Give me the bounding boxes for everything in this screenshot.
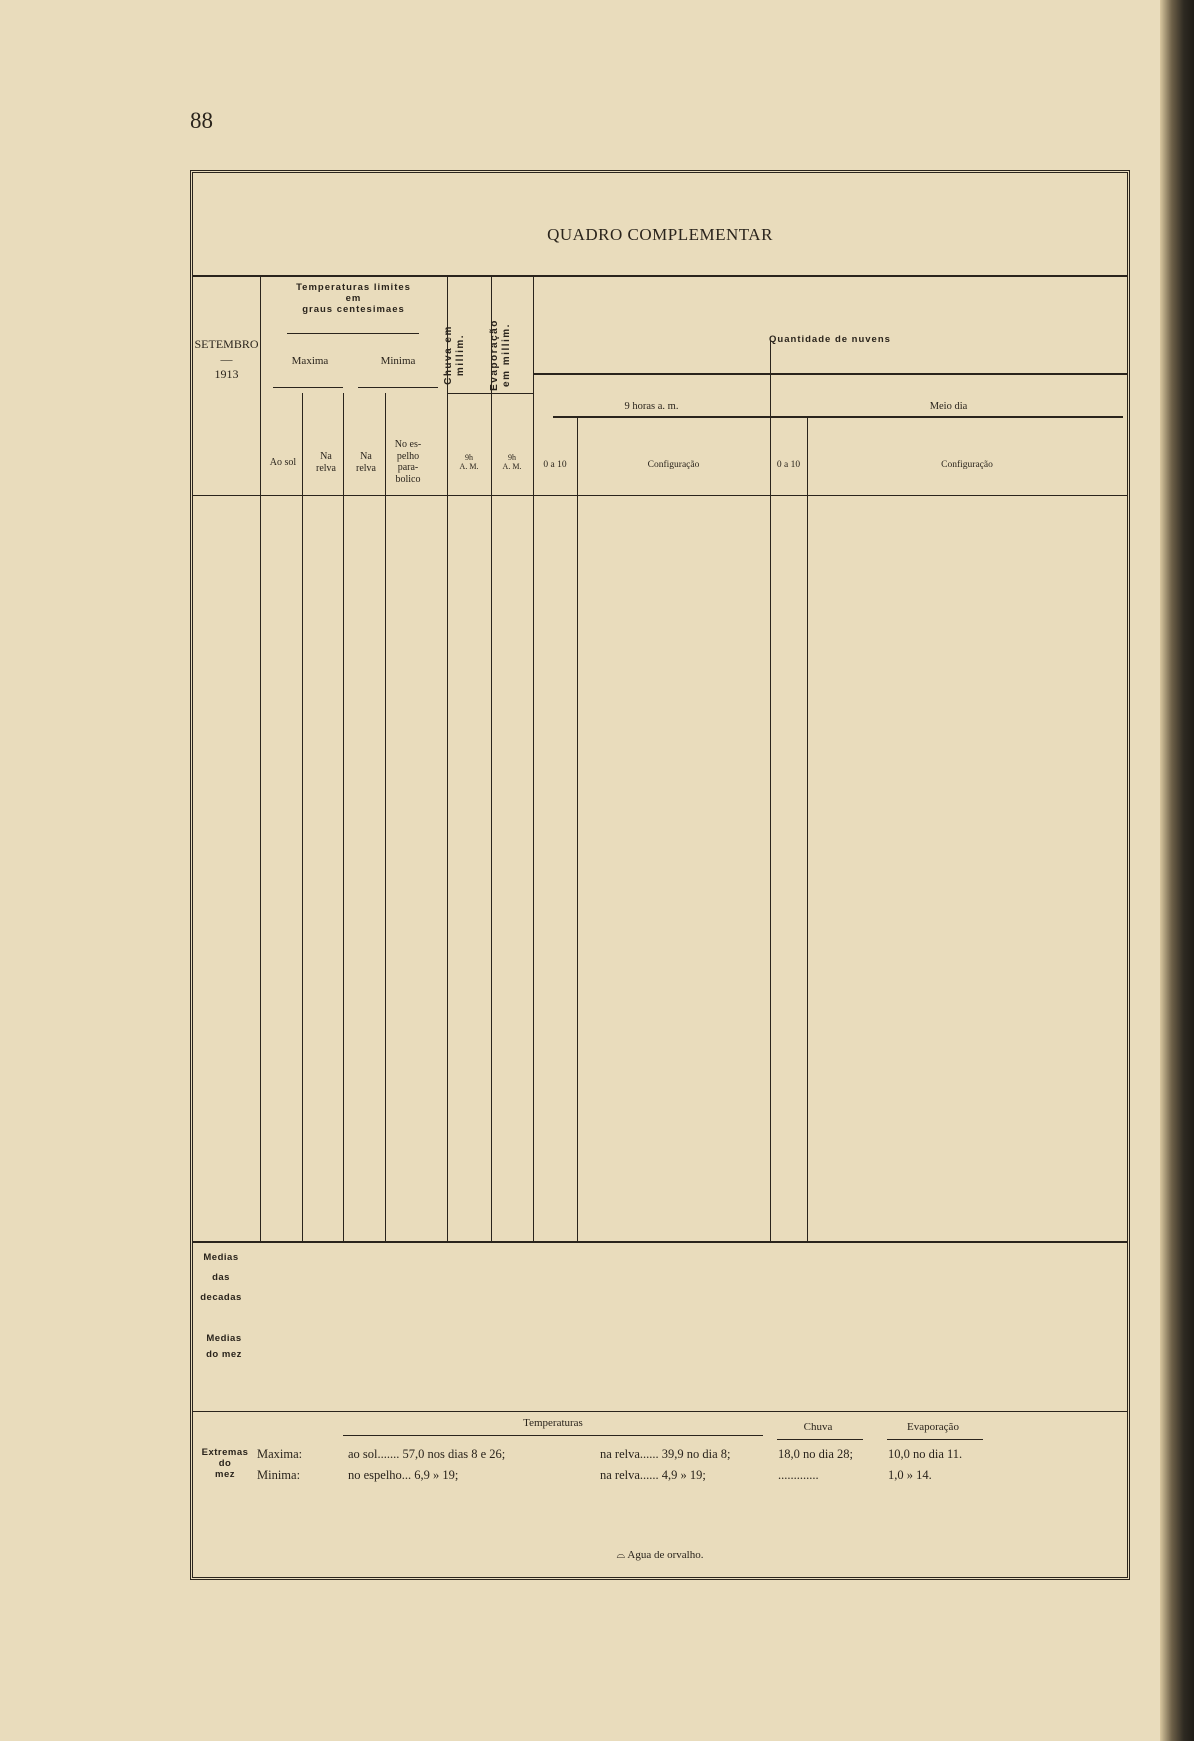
rule — [447, 275, 448, 1241]
rule — [273, 387, 343, 388]
rule — [193, 275, 1127, 277]
rule — [491, 275, 492, 1241]
extremes-minima-a: no espelho... 6,9 » 19; — [348, 1468, 459, 1482]
header-hour-evap: 9h A. M. — [502, 453, 522, 472]
extremes-minima-label: Minima: — [257, 1468, 301, 1482]
rule — [193, 1411, 1127, 1412]
header-year: 1913 — [214, 367, 239, 381]
rule — [343, 1435, 763, 1436]
header-month: SETEMBRO — [194, 337, 259, 351]
extremes-chuva-header: Chuva — [803, 1421, 833, 1433]
rule — [260, 275, 261, 1241]
rule — [533, 275, 534, 1241]
extremes-minima-chuva: ............. — [778, 1468, 819, 1482]
rule — [193, 1241, 1127, 1243]
footnote: ⌓ Agua de orvalho. — [616, 1549, 704, 1561]
rule — [302, 393, 303, 1241]
header-maxima: Maxima — [291, 355, 329, 367]
rule — [533, 373, 1127, 375]
extremes-temperaturas-header: Temperaturas — [523, 1417, 583, 1429]
page-number: 88 — [190, 108, 213, 133]
extremes-maxima-label: Maxima: — [257, 1447, 303, 1461]
table-title: QUADRO COMPLEMENTAR — [547, 225, 773, 244]
rule — [770, 341, 771, 1241]
extremes-maxima-evap: 10,0 no dia 11. — [888, 1447, 963, 1461]
rule — [577, 416, 578, 1241]
extremes-minima-b: na relva...... 4,9 » 19; — [600, 1468, 706, 1482]
header-zero-a-dez-2: 0 a 10 — [776, 460, 801, 470]
header-dash: — — [220, 352, 233, 366]
header-chuva: Chuva em millim. — [443, 325, 466, 385]
extremes-maxima-b: na relva...... 39,9 no dia 8; — [600, 1447, 731, 1461]
rule — [287, 333, 419, 334]
header-configuracao-2: Configuração — [941, 460, 993, 470]
complementary-table-frame — [190, 170, 1130, 1580]
header-zero-a-dez-1: 0 a 10 — [543, 460, 567, 470]
header-na-relva-min: Na relva — [356, 451, 376, 474]
extremes-maxima-a: ao sol....... 57,0 nos dias 8 e 26; — [348, 1447, 506, 1461]
rule — [343, 393, 344, 1241]
extremes-evap-header: Evaporação — [907, 1421, 959, 1433]
rule — [358, 387, 438, 388]
rule — [887, 1439, 983, 1440]
header-minima: Minima — [380, 355, 416, 367]
rule — [777, 1439, 863, 1440]
header-no-espelho: No es- pelho para- bolico — [394, 439, 422, 485]
rule — [553, 416, 1123, 418]
header-na-relva-max: Na relva — [316, 451, 336, 474]
book-spine — [1160, 0, 1194, 1741]
rule — [193, 495, 1127, 496]
extremes-maxima-chuva: 18,0 no dia 28; — [778, 1447, 853, 1461]
header-configuracao-1: Configuração — [647, 460, 700, 470]
header-hour-chuva: 9h A. M. — [459, 453, 479, 472]
extremes-minima-evap: 1,0 » 14. — [888, 1468, 932, 1482]
header-temp-group: Temperaturas limites em graus centesimaes — [296, 282, 411, 315]
rule — [447, 393, 533, 394]
rule — [385, 393, 386, 1241]
header-meio-dia: Meio dia — [929, 401, 968, 412]
rule — [807, 416, 808, 1241]
medias-mez-label: Medias do mez — [206, 1333, 242, 1360]
extremes-label: Extremas do mez — [201, 1447, 249, 1480]
header-nove-horas: 9 horas a. m. — [624, 401, 679, 412]
header-ao-sol: Ao sol — [269, 457, 297, 468]
header-evaporacao: Evaporação em millim. — [489, 319, 512, 391]
header-nuvens: Quantidade de nuvens — [769, 334, 891, 345]
medias-label: Medias das decadas — [200, 1252, 242, 1303]
